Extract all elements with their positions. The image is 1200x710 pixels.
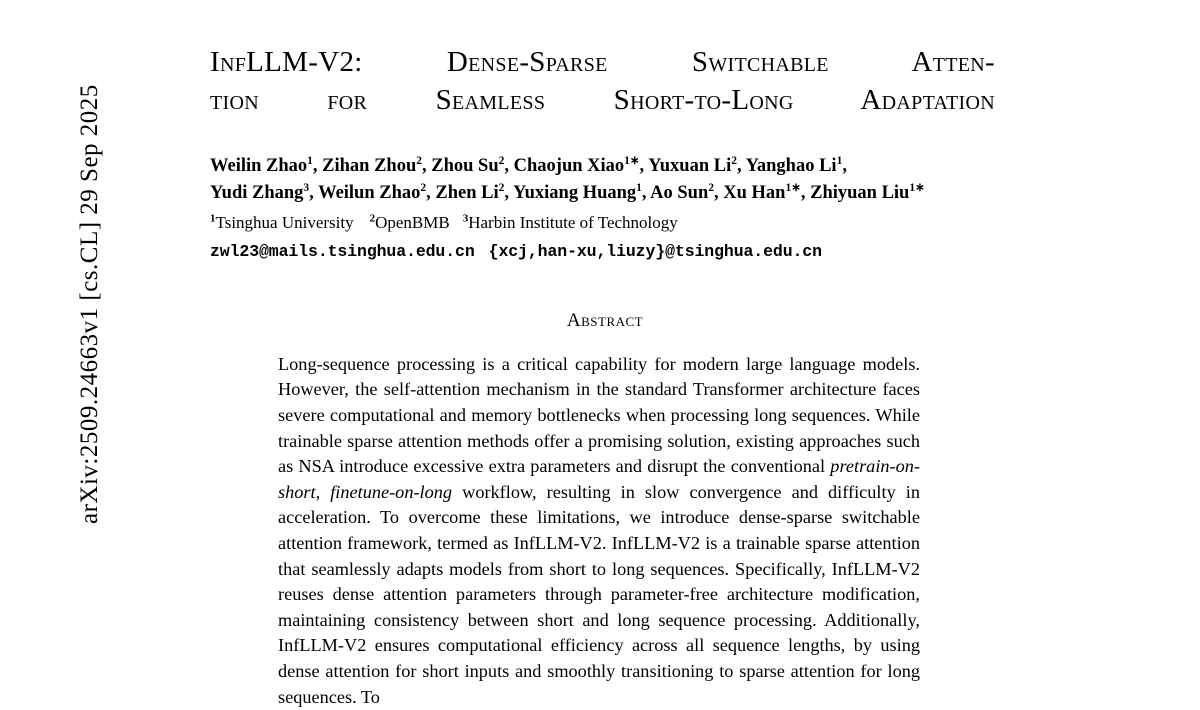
affiliation-3: Harbin Institute of Technology: [468, 213, 678, 232]
email-primary: zwl23@mails.tsinghua.edu.cn: [210, 241, 475, 261]
abstract-emphasis: pretrain-on-short, finetune-on-long: [278, 456, 920, 502]
paper-content: [210, 0, 1000, 710]
abstract-text: [278, 352, 920, 710]
affiliation-1: Tsinghua University: [215, 213, 354, 232]
email-group: {xcj,han-xu,liuzy}@tsinghua.edu.cn: [488, 241, 822, 261]
abstract-part-2: workflow, resulting in slow convergence and difficulty in acceleration. To overcome these limitations, we introduce dense-sparse switchable attention framework, termed as InfLLM-V2. InfLLM-V2 is a trainable sparse attention that seamlessly adapts models from short to long sequences. Specifically, InfLLM-V2 reuses dense attention parameters through parameter-free architecture modification, maintaining consistency between short and long sequence processing. Additionally, InfLLM-V2 ensures computational efficiency across all sequence lengths, by using dense attention for short inputs and smoothly transitioning to sparse attention for long sequences. To: [278, 481, 920, 707]
author-line-1: Weilin Zhao$^1$, Zihan Zhou$^2$, Zhou Su$^2$, Chaojun Xiao$^{1∗}$, Yuxuan Li$^2$, Yanghao Li$^1$,: [210, 155, 847, 177]
arxiv-stamp: arXiv:2509.24663v1 [cs.CL] 29 Sep 2025: [76, 84, 103, 524]
page-title: [210, 44, 995, 119]
author-line-2: Yudi Zhang$^3$, Weilun Zhao$^2$, Zhen Li$^2$, Yuxiang Huang$^1$, Ao Sun$^2$, Xu Han$^{1∗}$, Zhiyuan Liu$^{1∗}$: [210, 182, 925, 204]
abstract-part-1: Long-sequence processing is a critical capability for modern large language models. However, the self-attention mechanism in the standard Transformer architecture faces severe computational and memory bottlenecks when processing long sequences. While trainable sparse attention methods offer a promising solution, existing approaches such as NSA introduce excessive extra parameters and disrupt the conventional: [278, 353, 920, 477]
email-line: [210, 240, 1000, 264]
affiliation-line: $^1$Tsinghua University $^2$OpenBMB $^3$Harbin Institute of Technology: [210, 212, 678, 232]
affiliation-2: OpenBMB: [375, 213, 450, 232]
title-line-2: tion for Seamless Short-to-Long Adaptation: [210, 83, 995, 116]
title-line-1: InfLLM-V2: Dense-Sparse Switchable Atten-: [210, 46, 995, 78]
abstract-heading: Abstract: [566, 309, 644, 331]
author-list: [210, 153, 1000, 263]
